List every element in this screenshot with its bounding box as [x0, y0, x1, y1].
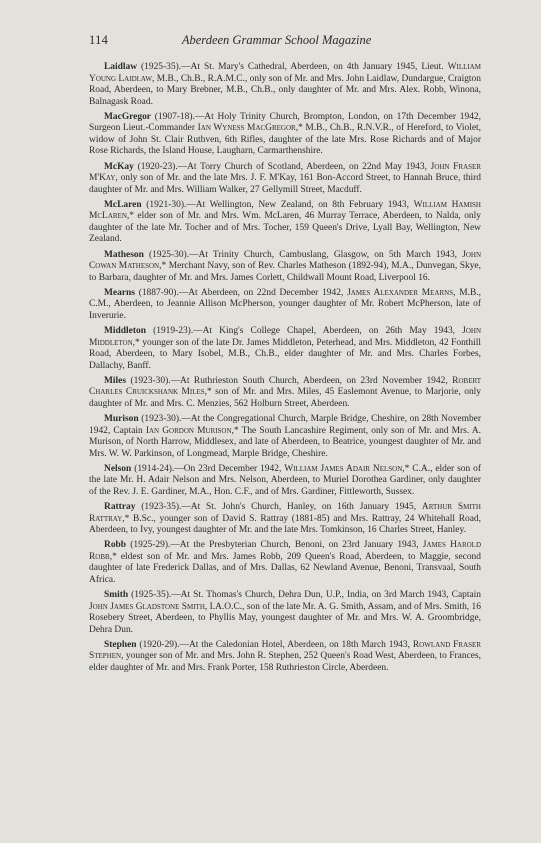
entry-name-smallcaps: Arthur Smith Rattray — [89, 502, 481, 524]
entry-surname: Rattray — [104, 502, 136, 513]
entry-name-smallcaps: William James Adair Nelson — [284, 463, 403, 474]
entry-name-smallcaps: William Young Laidlaw — [89, 62, 481, 84]
marriage-entry — [89, 590, 481, 636]
entry-text: (1919-23).—At King's College Chapel, Aberdeen, on 26th May 1943, — [145, 326, 463, 337]
entry-text: (1923-30).—At the Congregational Church, Marple Bridge, Cheshire, on 28th November 1942, Captain — [89, 414, 481, 436]
marriage-entry — [89, 640, 481, 675]
entry-name-smallcaps: John Cowan Matheson — [89, 249, 481, 272]
entry-surname: Mearns — [104, 287, 135, 298]
entry-surname: Smith — [104, 590, 129, 601]
entry-text: , only son of Mr. and the late Mrs. J. F. M'Kay, 161 Bon-Accord Street, to Hannah Bruce, third daughter of Mr. and Mrs. William Walker, 27 Gellymill Street, Macduff. — [89, 173, 481, 195]
page-header — [89, 33, 481, 55]
entry-text: , younger son of Mr. and Mrs. John R. Stephen, 252 Queen's Road West, Aberdeen, to Frances, elder daughter of Mr. and Mrs. Frank Porter, 158 Ruthrieston Circle, Aberdeen. — [89, 651, 481, 673]
marriage-entry — [89, 62, 481, 108]
marriage-entry — [89, 112, 481, 158]
entry-text: (1923-30).—At Ruthrieston South Church, Aberdeen, on 23rd November 1942, — [126, 375, 453, 386]
entry-name-smallcaps: Robert Charles Cruickshank Miles — [89, 375, 481, 398]
entry-surname: Laidlaw — [104, 62, 138, 72]
entry-surname: McKay — [104, 161, 134, 172]
entry-text: , M.B., C.M., Aberdeen, to Jeannie Allison McPherson, younger daughter of Mr. Robert McPherson, late of Inverurie. — [89, 287, 481, 321]
entry-name-smallcaps: Ian Wyness MacGregor — [197, 123, 296, 134]
entry-text: ,* younger son of the late Dr. James Middleton, Peterhead, and Mrs. Middleton, 42 Fonthill Road, Aberdeen, to Mary Isobel, M.B., Ch.B., elder daughter of Mr. and Mrs. Charles Forbes, Dallachy, Banff. — [89, 337, 481, 371]
entry-name-smallcaps: William Hamish McLaren — [89, 199, 481, 222]
entry-text: (1920-29).—At the Caledonian Hotel, Aberdeen, on 18th March 1943, — [136, 639, 413, 650]
entry-text: ,* eldest son of Mr. and Mrs. James Robb, 209 Queen's Road, Aberdeen, to Maggie, second daughter of late Frederick Dallas, and of Mrs. Dallas, 62 Newland Avenue, Benoni, Transvaal, South Africa. — [89, 551, 481, 585]
marriage-entry — [89, 540, 481, 586]
entry-name-smallcaps: John Fraser M'Kay — [89, 161, 481, 184]
entry-text: ,* B.Sc., younger son of David S. Rattray (1881-85) and Mrs. Rattray, 24 Whitehall Road, Aberdeen, to Ivy, youngest daughter of Mr. and the late Mrs. Tomkinson, 16 Charles Street, Hanley. — [89, 513, 481, 536]
entry-name-smallcaps: James Harold Robb — [89, 540, 482, 562]
entry-text: (1925-35).—At St. Mary's Cathedral, Aberdeen, on 4th January 1945, Lieut. — [137, 62, 448, 72]
entry-name-smallcaps: John James Gladstone Smith — [89, 601, 205, 612]
marriage-entry — [89, 464, 481, 499]
running-title: Aberdeen Grammar School Magazine — [181, 33, 372, 47]
entry-surname: Miles — [104, 375, 127, 386]
page-number: 114 — [89, 33, 109, 47]
entry-name-smallcaps: Ian Gordon Murison — [145, 425, 232, 436]
entry-text: ,* son of Mr. and Mrs. Miles, 45 Easlemont Avenue, to Marjorie, only daughter of Mr. and Mrs. C. Menzies, 562 Holburn Street, Aberdeen. — [89, 387, 482, 409]
entry-name-smallcaps: James Alexander Mearns — [347, 287, 454, 298]
marriage-entry — [89, 414, 481, 460]
marriage-announcements — [89, 62, 481, 675]
entry-text: ,* M.B., Ch.B., R.N.V.R., of Hereford, to Violet, widow of John St. Clair Ruthven, 6th Rifles, daughter of the late Mrs. Rose Richards and of Major Rose Richards, the Island House, Laugharn, Carmarthenshire. — [89, 123, 482, 157]
entry-name-smallcaps: Rowland Fraser Stephen — [89, 639, 481, 662]
entry-text: ,* Merchant Navy, son of Rev. Charles Matheson (1892-94), M.A., Dunvegan, Skye, to Barbara, daughter of Mr. and Mrs. James Corlett, Childwall Mount Road, Liverpool 16. — [89, 261, 481, 283]
entry-surname: Middleton — [104, 326, 146, 337]
marriage-entry — [89, 502, 481, 537]
entry-surname: MacGregor — [104, 111, 151, 122]
marriage-entry — [89, 250, 481, 285]
marriage-entry — [89, 326, 481, 372]
entry-surname: Stephen — [104, 639, 137, 650]
entry-text: , I.A.O.C., son of the late Mr. A. G. Smith, Assam, and of Mrs. Smith, 16 Rosebery Street, Aberdeen, to Phyllis May, youngest daughter of Mr. and Mrs. W. A. Groombridge, Dehra Dun. — [89, 601, 481, 635]
entry-surname: McLaren — [104, 199, 142, 210]
entry-text: (1907-18).—At Holy Trinity Church, Brompton, London, on 17th December 1942, Surgeon Lieut.-Commander — [89, 111, 481, 134]
entry-name-smallcaps: John Middleton — [89, 326, 481, 348]
entry-surname: Matheson — [104, 249, 144, 260]
entry-text: (1925-30).—At Trinity Church, Cambuslang, Glasgow, on 5th March 1943, — [143, 249, 463, 260]
entry-text: ,* elder son of Mr. and Mrs. Wm. McLaren, 46 Murray Terrace, Aberdeen, to Nalda, only daughter of the late Mr. Tocher and of Mrs. Tocher, 159 Queen's Drive, Lyall Bay, Wellington, New Zealand. — [89, 211, 481, 245]
entry-text: ,* The South Lancashire Regiment, only son of Mr. and Mrs. A. Murison, of North Harrow, Middlesex, and late of Aberdeen, to Beatrice, youngest daughter of Mr. and Mrs. W. W. Parkinson, of Longmead, Marple Bridge, Cheshire. — [89, 425, 481, 459]
entry-text: (1920-23).—At Torry Church of Scotland, Aberdeen, on 22nd May 1943, — [133, 161, 431, 172]
entry-text: , M.B., Ch.B., R.A.M.C., only son of Mr. and Mrs. John Laidlaw, Dundargue, Craigton Road, Aberdeen, to Mary Brebner, M.B., Ch.B., only daughter of Mr. and Mrs. Alex. Robb, Winona, Balnagask Road. — [89, 73, 481, 107]
entry-text: (1923-35).—At St. John's Church, Hanley, on 16th January 1945, — [135, 502, 422, 513]
entry-text: ,* C.A., elder son of the late Mr. H. Adair Nelson and Mrs. Nelson, Aberdeen, to Muriel Dorothea Gardiner, only daughter of the Rev. J. E. Gardiner, M.A., Hon. C.F., and of Mrs. Gardiner, Fittleworth, Sussex. — [89, 463, 481, 497]
entry-surname: Murison — [104, 414, 139, 425]
marriage-entry — [89, 162, 481, 197]
marriage-entry — [89, 288, 481, 323]
entry-text: (1921-30).—At Wellington, New Zealand, on 8th February 1943, — [141, 199, 414, 210]
entry-text: (1887-90).—At Aberdeen, on 22nd December 1942, — [134, 287, 348, 298]
entry-surname: Nelson — [104, 463, 132, 474]
entry-surname: Robb — [104, 540, 127, 551]
entry-text: (1914-24).—On 23rd December 1942, — [131, 463, 285, 474]
entry-text: (1925-35).—At St. Thomas's Church, Dehra Dun, U.P., India, on 3rd March 1943, Captain — [128, 590, 481, 601]
entry-text: (1925-29).—At the Presbyterian Church, Benoni, on 23rd January 1943, — [126, 540, 423, 551]
marriage-entry — [89, 376, 481, 411]
marriage-entry — [89, 200, 481, 246]
